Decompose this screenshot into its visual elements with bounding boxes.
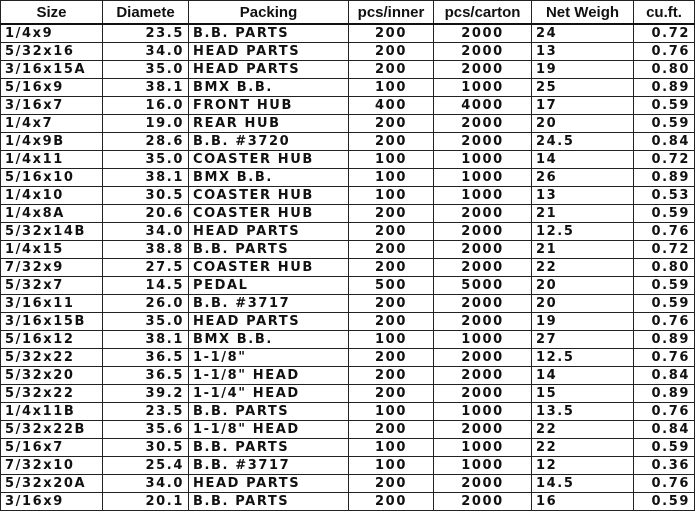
cell-pcs-inner: 100	[349, 187, 434, 205]
cell-diameter: 34.0	[103, 475, 189, 493]
table-row	[1, 421, 695, 439]
table-row	[1, 24, 695, 43]
cell-cu-ft: 0.84	[634, 421, 695, 439]
cell-pcs-inner: 100	[349, 439, 434, 457]
cell-packing: B.B. PARTS	[189, 403, 349, 421]
cell-pcs-inner: 200	[349, 241, 434, 259]
cell-diameter: 27.5	[103, 259, 189, 277]
cell-packing: PEDAL	[189, 277, 349, 295]
header-pcs-carton: pcs/carton	[434, 1, 532, 25]
table-row	[1, 313, 695, 331]
cell-diameter: 35.0	[103, 61, 189, 79]
cell-cu-ft: 0.59	[634, 115, 695, 133]
cell-cu-ft: 0.89	[634, 331, 695, 349]
cell-net-weight: 21	[532, 241, 634, 259]
cell-pcs-carton: 2000	[434, 43, 532, 61]
cell-packing: B.B. PARTS	[189, 241, 349, 259]
cell-packing: B.B. #3717	[189, 457, 349, 475]
cell-pcs-carton: 2000	[434, 133, 532, 151]
cell-net-weight: 15	[532, 385, 634, 403]
header-packing: Packing	[189, 1, 349, 25]
cell-pcs-inner: 500	[349, 277, 434, 295]
cell-pcs-carton: 2000	[434, 223, 532, 241]
table-row	[1, 349, 695, 367]
table-row	[1, 439, 695, 457]
cell-pcs-inner: 200	[349, 295, 434, 313]
cell-packing: B.B. PARTS	[189, 493, 349, 511]
cell-size: 1/4x10	[1, 187, 103, 205]
cell-size: 1/4x11	[1, 151, 103, 169]
cell-size: 5/32x20	[1, 367, 103, 385]
header-diameter: Diamete	[103, 1, 189, 25]
cell-diameter: 16.0	[103, 97, 189, 115]
cell-diameter: 26.0	[103, 295, 189, 313]
cell-net-weight: 13	[532, 43, 634, 61]
cell-cu-ft: 0.89	[634, 169, 695, 187]
cell-pcs-inner: 100	[349, 151, 434, 169]
cell-packing: REAR HUB	[189, 115, 349, 133]
cell-pcs-carton: 2000	[434, 61, 532, 79]
cell-pcs-inner: 200	[349, 24, 434, 43]
cell-pcs-carton: 2000	[434, 295, 532, 313]
cell-diameter: 23.5	[103, 403, 189, 421]
cell-diameter: 36.5	[103, 349, 189, 367]
cell-cu-ft: 0.84	[634, 367, 695, 385]
cell-size: 5/32x22B	[1, 421, 103, 439]
cell-cu-ft: 0.76	[634, 403, 695, 421]
cell-pcs-inner: 200	[349, 493, 434, 511]
cell-pcs-carton: 2000	[434, 313, 532, 331]
cell-pcs-carton: 5000	[434, 277, 532, 295]
table-row	[1, 79, 695, 97]
cell-size: 1/4x15	[1, 241, 103, 259]
cell-size: 5/16x10	[1, 169, 103, 187]
cell-size: 1/4x8A	[1, 205, 103, 223]
table-row	[1, 457, 695, 475]
header-pcs-inner: pcs/inner	[349, 1, 434, 25]
cell-packing: COASTER HUB	[189, 187, 349, 205]
cell-cu-ft: 0.72	[634, 151, 695, 169]
cell-diameter: 35.0	[103, 313, 189, 331]
table-row	[1, 43, 695, 61]
cell-size: 3/16x9	[1, 493, 103, 511]
cell-pcs-inner: 200	[349, 133, 434, 151]
cell-diameter: 39.2	[103, 385, 189, 403]
table-row	[1, 493, 695, 511]
header-cu-ft: cu.ft.	[634, 1, 695, 25]
cell-pcs-carton: 1000	[434, 187, 532, 205]
cell-pcs-carton: 2000	[434, 349, 532, 367]
cell-pcs-carton: 1000	[434, 439, 532, 457]
cell-cu-ft: 0.59	[634, 493, 695, 511]
cell-net-weight: 13	[532, 187, 634, 205]
cell-diameter: 23.5	[103, 24, 189, 43]
cell-diameter: 20.1	[103, 493, 189, 511]
cell-net-weight: 12.5	[532, 349, 634, 367]
table-row	[1, 151, 695, 169]
table-row	[1, 115, 695, 133]
cell-cu-ft: 0.84	[634, 133, 695, 151]
cell-net-weight: 19	[532, 61, 634, 79]
cell-cu-ft: 0.89	[634, 385, 695, 403]
cell-cu-ft: 0.76	[634, 475, 695, 493]
cell-size: 5/16x7	[1, 439, 103, 457]
cell-diameter: 35.6	[103, 421, 189, 439]
cell-pcs-carton: 1000	[434, 331, 532, 349]
cell-diameter: 38.1	[103, 79, 189, 97]
cell-diameter: 38.1	[103, 331, 189, 349]
cell-pcs-inner: 200	[349, 205, 434, 223]
cell-packing: HEAD PARTS	[189, 313, 349, 331]
cell-diameter: 25.4	[103, 457, 189, 475]
cell-cu-ft: 0.76	[634, 313, 695, 331]
cell-pcs-inner: 200	[349, 349, 434, 367]
cell-size: 5/32x22	[1, 349, 103, 367]
cell-size: 5/32x7	[1, 277, 103, 295]
cell-cu-ft: 0.53	[634, 187, 695, 205]
cell-packing: HEAD PARTS	[189, 223, 349, 241]
cell-net-weight: 25	[532, 79, 634, 97]
cell-net-weight: 20	[532, 295, 634, 313]
cell-pcs-carton: 2000	[434, 493, 532, 511]
cell-pcs-carton: 2000	[434, 24, 532, 43]
cell-packing: COASTER HUB	[189, 205, 349, 223]
cell-pcs-inner: 200	[349, 367, 434, 385]
cell-size: 5/32x22	[1, 385, 103, 403]
cell-pcs-inner: 100	[349, 331, 434, 349]
cell-net-weight: 12.5	[532, 223, 634, 241]
table-row	[1, 403, 695, 421]
cell-pcs-inner: 200	[349, 475, 434, 493]
cell-size: 3/16x15A	[1, 61, 103, 79]
cell-pcs-carton: 2000	[434, 421, 532, 439]
cell-cu-ft: 0.59	[634, 439, 695, 457]
cell-pcs-inner: 200	[349, 43, 434, 61]
cell-diameter: 36.5	[103, 367, 189, 385]
cell-packing: HEAD PARTS	[189, 475, 349, 493]
cell-net-weight: 14	[532, 151, 634, 169]
cell-diameter: 19.0	[103, 115, 189, 133]
table-row	[1, 223, 695, 241]
cell-net-weight: 22	[532, 421, 634, 439]
cell-pcs-carton: 4000	[434, 97, 532, 115]
cell-size: 7/32x10	[1, 457, 103, 475]
cell-pcs-inner: 200	[349, 115, 434, 133]
cell-diameter: 38.1	[103, 169, 189, 187]
cell-net-weight: 14.5	[532, 475, 634, 493]
cell-packing: B.B. PARTS	[189, 439, 349, 457]
cell-pcs-inner: 100	[349, 403, 434, 421]
cell-packing: COASTER HUB	[189, 151, 349, 169]
cell-packing: 1-1/8" HEAD	[189, 367, 349, 385]
cell-cu-ft: 0.76	[634, 349, 695, 367]
cell-packing: B.B. #3717	[189, 295, 349, 313]
cell-size: 5/32x20A	[1, 475, 103, 493]
cell-size: 1/4x11B	[1, 403, 103, 421]
cell-cu-ft: 0.72	[634, 24, 695, 43]
table-row	[1, 241, 695, 259]
cell-cu-ft: 0.59	[634, 205, 695, 223]
table-row	[1, 259, 695, 277]
cell-net-weight: 17	[532, 97, 634, 115]
cell-packing: 1-1/4" HEAD	[189, 385, 349, 403]
cell-pcs-inner: 200	[349, 259, 434, 277]
cell-pcs-carton: 2000	[434, 475, 532, 493]
cell-net-weight: 22	[532, 259, 634, 277]
cell-pcs-inner: 100	[349, 79, 434, 97]
cell-size: 5/32x14B	[1, 223, 103, 241]
cell-net-weight: 27	[532, 331, 634, 349]
cell-pcs-carton: 2000	[434, 115, 532, 133]
cell-diameter: 20.6	[103, 205, 189, 223]
table-row	[1, 97, 695, 115]
table-row	[1, 187, 695, 205]
table-row	[1, 277, 695, 295]
cell-pcs-inner: 100	[349, 457, 434, 475]
cell-pcs-carton: 2000	[434, 385, 532, 403]
cell-diameter: 34.0	[103, 43, 189, 61]
cell-net-weight: 26	[532, 169, 634, 187]
cell-size: 3/16x11	[1, 295, 103, 313]
cell-cu-ft: 0.89	[634, 79, 695, 97]
cell-pcs-carton: 1000	[434, 151, 532, 169]
cell-size: 1/4x9	[1, 24, 103, 43]
cell-pcs-carton: 1000	[434, 79, 532, 97]
cell-packing: 1-1/8"	[189, 349, 349, 367]
table-row	[1, 475, 695, 493]
cell-diameter: 30.5	[103, 439, 189, 457]
table-row	[1, 133, 695, 151]
cell-pcs-carton: 1000	[434, 457, 532, 475]
cell-size: 1/4x9B	[1, 133, 103, 151]
header-row	[1, 1, 695, 25]
cell-cu-ft: 0.36	[634, 457, 695, 475]
cell-pcs-carton: 2000	[434, 367, 532, 385]
header-net-weight: Net Weigh	[532, 1, 634, 25]
cell-size: 5/16x12	[1, 331, 103, 349]
cell-pcs-inner: 400	[349, 97, 434, 115]
cell-pcs-inner: 200	[349, 385, 434, 403]
cell-diameter: 14.5	[103, 277, 189, 295]
cell-packing: B.B. #3720	[189, 133, 349, 151]
cell-size: 7/32x9	[1, 259, 103, 277]
cell-pcs-carton: 1000	[434, 169, 532, 187]
table-row	[1, 331, 695, 349]
cell-net-weight: 24	[532, 24, 634, 43]
cell-size: 3/16x7	[1, 97, 103, 115]
cell-net-weight: 13.5	[532, 403, 634, 421]
cell-net-weight: 12	[532, 457, 634, 475]
cell-diameter: 35.0	[103, 151, 189, 169]
cell-cu-ft: 0.76	[634, 43, 695, 61]
table-row	[1, 295, 695, 313]
cell-size: 5/16x9	[1, 79, 103, 97]
cell-pcs-carton: 2000	[434, 241, 532, 259]
cell-packing: BMX B.B.	[189, 79, 349, 97]
table-row	[1, 367, 695, 385]
cell-cu-ft: 0.59	[634, 295, 695, 313]
cell-cu-ft: 0.80	[634, 259, 695, 277]
cell-packing: COASTER HUB	[189, 259, 349, 277]
table-row	[1, 61, 695, 79]
cell-net-weight: 14	[532, 367, 634, 385]
cell-cu-ft: 0.72	[634, 241, 695, 259]
cell-net-weight: 22	[532, 439, 634, 457]
header-size: Size	[1, 1, 103, 25]
cell-packing: 1-1/8" HEAD	[189, 421, 349, 439]
cell-net-weight: 16	[532, 493, 634, 511]
cell-packing: B.B. PARTS	[189, 24, 349, 43]
cell-packing: HEAD PARTS	[189, 43, 349, 61]
cell-size: 3/16x15B	[1, 313, 103, 331]
cell-net-weight: 20	[532, 115, 634, 133]
cell-net-weight: 19	[532, 313, 634, 331]
cell-cu-ft: 0.80	[634, 61, 695, 79]
table-row	[1, 169, 695, 187]
cell-packing: HEAD PARTS	[189, 61, 349, 79]
cell-size: 1/4x7	[1, 115, 103, 133]
cell-pcs-carton: 1000	[434, 403, 532, 421]
table-row	[1, 205, 695, 223]
cell-pcs-inner: 200	[349, 223, 434, 241]
cell-packing: BMX B.B.	[189, 169, 349, 187]
cell-diameter: 38.8	[103, 241, 189, 259]
cell-pcs-carton: 2000	[434, 259, 532, 277]
cell-diameter: 30.5	[103, 187, 189, 205]
cell-net-weight: 20	[532, 277, 634, 295]
cell-pcs-inner: 200	[349, 313, 434, 331]
table-row	[1, 385, 695, 403]
cell-net-weight: 24.5	[532, 133, 634, 151]
cell-cu-ft: 0.59	[634, 277, 695, 295]
cell-size: 5/32x16	[1, 43, 103, 61]
cell-packing: FRONT HUB	[189, 97, 349, 115]
cell-pcs-inner: 200	[349, 421, 434, 439]
cell-pcs-inner: 200	[349, 61, 434, 79]
cell-diameter: 34.0	[103, 223, 189, 241]
cell-pcs-carton: 2000	[434, 205, 532, 223]
table-body	[1, 24, 695, 511]
cell-packing: BMX B.B.	[189, 331, 349, 349]
cell-cu-ft: 0.59	[634, 97, 695, 115]
cell-pcs-inner: 100	[349, 169, 434, 187]
cell-net-weight: 21	[532, 205, 634, 223]
cell-cu-ft: 0.76	[634, 223, 695, 241]
cell-diameter: 28.6	[103, 133, 189, 151]
